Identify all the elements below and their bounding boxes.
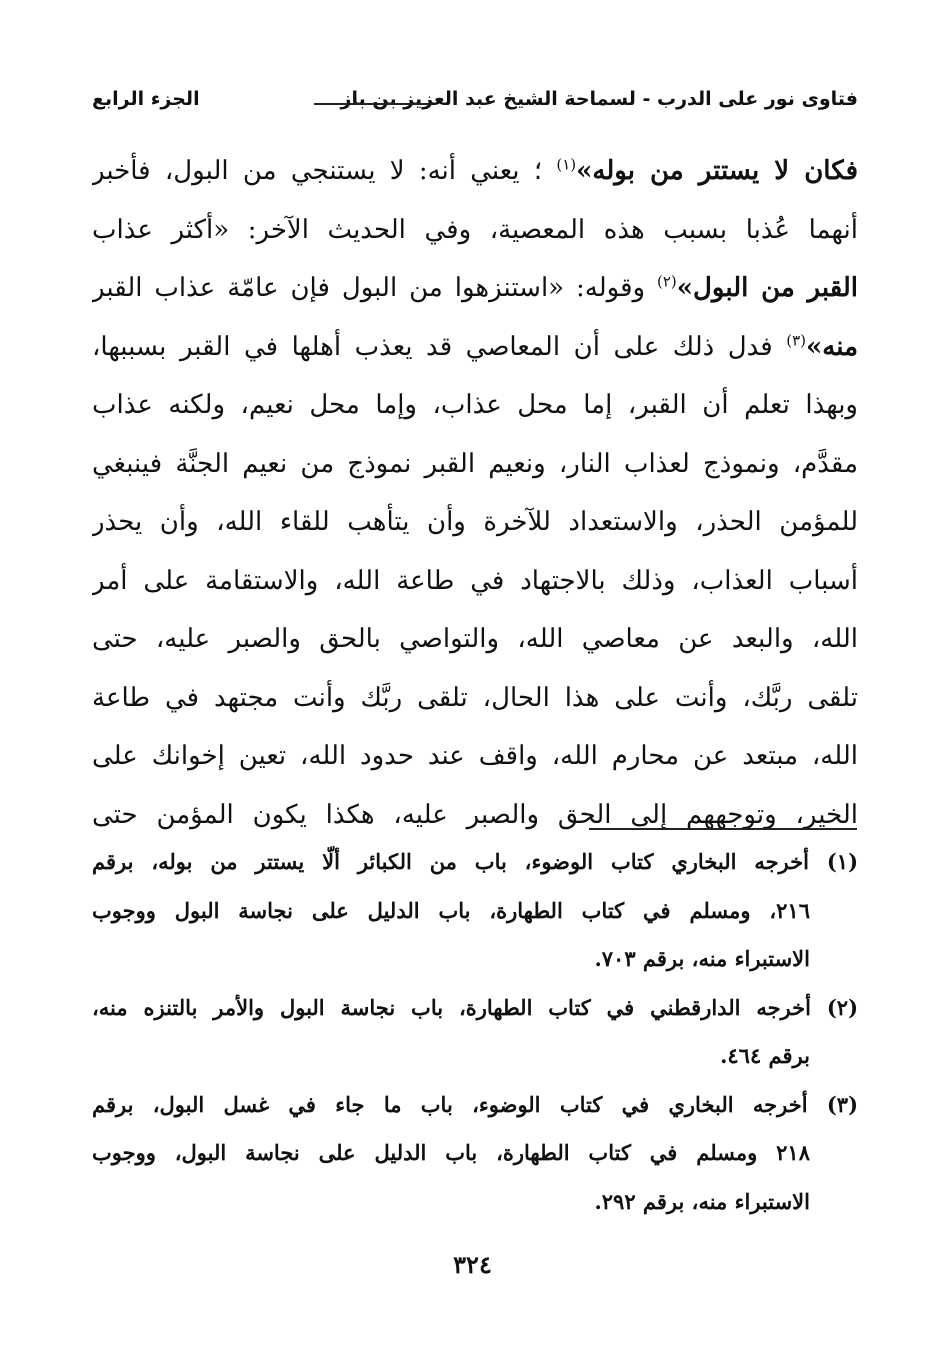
footnote-line: الاستبراء منه، برقم ٧٠٣. xyxy=(594,946,810,971)
footnote-ref-1: (١) xyxy=(556,155,577,174)
text-segment: أنهما عُذبا بسبب هذه المعصية، وفي الحديث الآخر: «أكثر عذاب xyxy=(92,214,858,245)
text-segment: ؛ يعني أنه: لا يستنجي من البول، فأخبر xyxy=(92,156,557,186)
footnote-1 xyxy=(92,838,858,984)
text-line xyxy=(92,376,858,435)
hadith-quote: منه» xyxy=(806,331,858,362)
header-rule xyxy=(314,103,432,105)
text-line xyxy=(92,142,858,201)
hadith-quote: القبر من البول» xyxy=(676,273,858,303)
hadith-quote: فكان لا يستتر من بوله» xyxy=(576,156,858,186)
text-line xyxy=(92,727,858,786)
footnote-line: ٢١٨ ومسلم في كتاب الطهارة، باب الدليل على نجاسة البول، ووجوب xyxy=(92,1140,810,1165)
text-line xyxy=(92,201,858,260)
running-header xyxy=(92,82,858,122)
text-line xyxy=(92,435,858,494)
text-segment: تلقى ربَّك، وأنت على هذا الحال، تلقى ربَّك وأنت مجتهد في طاعة xyxy=(92,682,858,713)
page-number: ٣٢٤ xyxy=(453,1250,492,1279)
text-segment: مقدَّم، ونموذج لعذاب النار، ونعيم القبر نموذج من نعيم الجنَّة فينبغي xyxy=(92,448,858,479)
text-segment: وقوله: «استنزهوا من البول فإن عامّة عذاب القبر xyxy=(92,273,657,303)
text-segment: وبهذا تعلم أن القبر، إما محل عذاب، وإما محل نعيم، ولكنه عذاب xyxy=(92,390,858,420)
text-line xyxy=(92,259,858,318)
text-line xyxy=(92,786,858,845)
footnotes xyxy=(92,838,858,1226)
text-segment: الله، والبعد عن معاصي الله، والتواصي بالحق والصبر عليه، حتى xyxy=(92,624,858,654)
footnote-line: (٢) أخرجه الدارقطني في كتاب الطهارة، باب نجاسة البول والأمر بالتنزه منه، xyxy=(92,994,858,1020)
text-line xyxy=(92,669,858,728)
footnote-3 xyxy=(92,1081,858,1227)
text-line xyxy=(92,552,858,611)
text-segment: للمؤمن الحذر، والاستعداد للآخرة وأن يتأهب للقاء الله، وأن يحذر xyxy=(92,507,858,537)
text-segment: فدل ذلك على أن المعاصي قد يعذب أهلها في القبر بسببها، xyxy=(92,331,787,362)
footnote-line: ٢١٦، ومسلم في كتاب الطهارة، باب الدليل على نجاسة البول ووجوب xyxy=(92,897,810,923)
footnote-line: (١) أخرجه البخاري كتاب الوضوء، باب من الكبائر ألّا يستتر من بوله، برقم xyxy=(92,849,858,874)
footnote-line: الاستبراء منه، برقم ٢٩٢. xyxy=(594,1188,810,1214)
footnote-separator xyxy=(589,828,857,830)
running-title: فتاوى نور على الدرب - لسماحة الشيخ عبد العزيز بن باز xyxy=(340,88,858,110)
footnote-line: برقم ٤٦٤. xyxy=(720,1043,810,1068)
footnote-ref-3: (٣) xyxy=(786,330,807,349)
text-line xyxy=(92,610,858,669)
text-line xyxy=(92,318,858,377)
text-segment: الخير، وتوجههم إلى الحق والصبر عليه، هكذا يكون المؤمن حتى xyxy=(92,799,858,830)
text-line xyxy=(92,493,858,552)
text-segment: أسباب العذاب، وذلك بالاجتهاد في طاعة الله، والاستقامة على أمر xyxy=(92,565,858,596)
footnote-2 xyxy=(92,984,858,1081)
volume-label: الجزء الرابع xyxy=(92,88,200,110)
footnote-line: (٣) أخرجه البخاري في كتاب الوضوء، باب ما جاء في غسل البول، برقم xyxy=(92,1091,858,1117)
footnote-ref-2: (٢) xyxy=(657,272,677,291)
main-text xyxy=(92,142,858,844)
text-segment: الله، مبتعد عن محارم الله، واقف عند حدود الله، تعين إخوانك على xyxy=(92,741,858,771)
